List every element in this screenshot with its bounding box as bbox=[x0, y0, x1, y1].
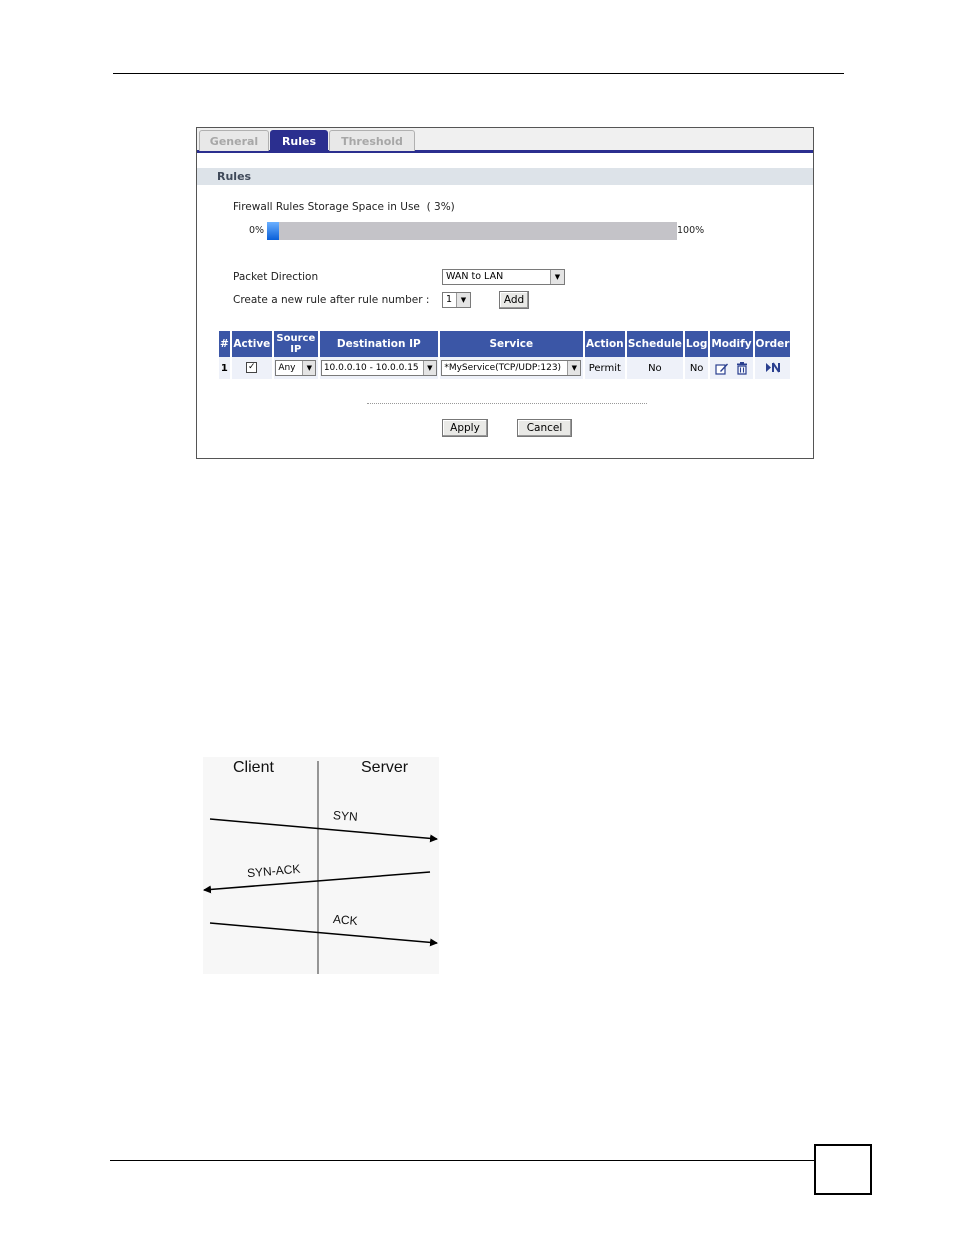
storage-progress-bar bbox=[267, 222, 677, 240]
table-header-row bbox=[219, 331, 790, 357]
action-cell: Permit bbox=[585, 357, 625, 379]
handshake-arrows bbox=[203, 757, 439, 974]
new-rule-label: Create a new rule after rule number : bbox=[233, 294, 430, 306]
packet-direction-label: Packet Direction bbox=[233, 271, 319, 283]
col-number: # bbox=[219, 331, 230, 357]
col-schedule: Schedule bbox=[627, 331, 683, 357]
separator bbox=[367, 403, 647, 404]
col-log: Log bbox=[685, 331, 708, 357]
log-cell: No bbox=[685, 357, 708, 379]
storage-max-label: 100% bbox=[677, 225, 705, 236]
ack-arrow bbox=[210, 923, 437, 943]
rule-number-select[interactable] bbox=[442, 292, 471, 308]
source-ip-value: Any bbox=[278, 363, 296, 373]
add-button[interactable]: Add bbox=[499, 291, 529, 309]
col-active: Active bbox=[232, 331, 272, 357]
client-label: Client bbox=[233, 759, 274, 776]
handshake-diagram bbox=[203, 757, 439, 974]
order-cell bbox=[755, 357, 791, 379]
apply-button[interactable]: Apply bbox=[442, 419, 488, 437]
syn-ack-arrow bbox=[204, 872, 430, 890]
packet-direction-value: WAN to LAN bbox=[446, 271, 504, 282]
chevron-down-icon: ▼ bbox=[567, 361, 580, 375]
footer-rule bbox=[110, 1160, 815, 1161]
service-select[interactable] bbox=[441, 360, 581, 376]
tab-threshold[interactable]: Threshold bbox=[329, 130, 415, 151]
ack-label: ACK bbox=[332, 911, 359, 929]
packet-direction-select[interactable] bbox=[442, 269, 565, 285]
firewall-rules-screenshot bbox=[196, 127, 814, 459]
destination-ip-value: 10.0.0.10 - 10.0.0.15 bbox=[323, 363, 419, 373]
move-icon[interactable] bbox=[765, 362, 781, 373]
chevron-down-icon: ▼ bbox=[550, 270, 564, 284]
delete-icon[interactable] bbox=[736, 362, 748, 375]
rule-number: 1 bbox=[219, 357, 230, 379]
page-number-box bbox=[814, 1144, 872, 1195]
rules-table bbox=[217, 331, 792, 379]
storage-label: Firewall Rules Storage Space in Use ( 3%) bbox=[233, 201, 455, 213]
storage-progress-fill bbox=[267, 222, 279, 240]
destination-ip-cell bbox=[320, 357, 438, 379]
storage-min-label: 0% bbox=[249, 225, 265, 236]
rule-number-value: 1 bbox=[446, 294, 453, 305]
syn-arrow bbox=[210, 819, 437, 839]
col-source-ip: Source IP bbox=[274, 331, 318, 357]
service-cell bbox=[440, 357, 583, 379]
tab-general[interactable]: General bbox=[199, 130, 269, 151]
table-row bbox=[219, 357, 790, 379]
col-action: Action bbox=[585, 331, 625, 357]
storage-percent: ( 3%) bbox=[426, 201, 455, 213]
col-destination-ip: Destination IP bbox=[320, 331, 438, 357]
active-cell bbox=[232, 357, 272, 379]
chevron-down-icon: ▼ bbox=[302, 361, 315, 375]
source-ip-select[interactable] bbox=[275, 360, 316, 376]
tab-bar bbox=[197, 128, 813, 153]
modify-cell bbox=[710, 357, 752, 379]
col-modify: Modify bbox=[710, 331, 752, 357]
section-title: Rules bbox=[197, 168, 813, 185]
server-label: Server bbox=[361, 759, 409, 776]
cancel-button[interactable]: Cancel bbox=[517, 419, 572, 437]
header-rule bbox=[113, 73, 844, 74]
chevron-down-icon: ▼ bbox=[423, 361, 436, 375]
source-ip-cell bbox=[274, 357, 318, 379]
chevron-down-icon: ▼ bbox=[456, 293, 470, 307]
active-checkbox[interactable]: ✓ bbox=[248, 362, 256, 373]
edit-icon[interactable] bbox=[715, 362, 729, 375]
schedule-cell: No bbox=[627, 357, 683, 379]
service-value: *MyService(TCP/UDP:123) bbox=[444, 363, 562, 373]
syn-ack-label: SYN-ACK bbox=[246, 861, 301, 881]
syn-label: SYN bbox=[332, 808, 359, 824]
col-order: Order bbox=[755, 331, 791, 357]
destination-ip-select[interactable] bbox=[321, 360, 437, 376]
col-service: Service bbox=[440, 331, 583, 357]
tab-rules[interactable]: Rules bbox=[270, 130, 328, 151]
